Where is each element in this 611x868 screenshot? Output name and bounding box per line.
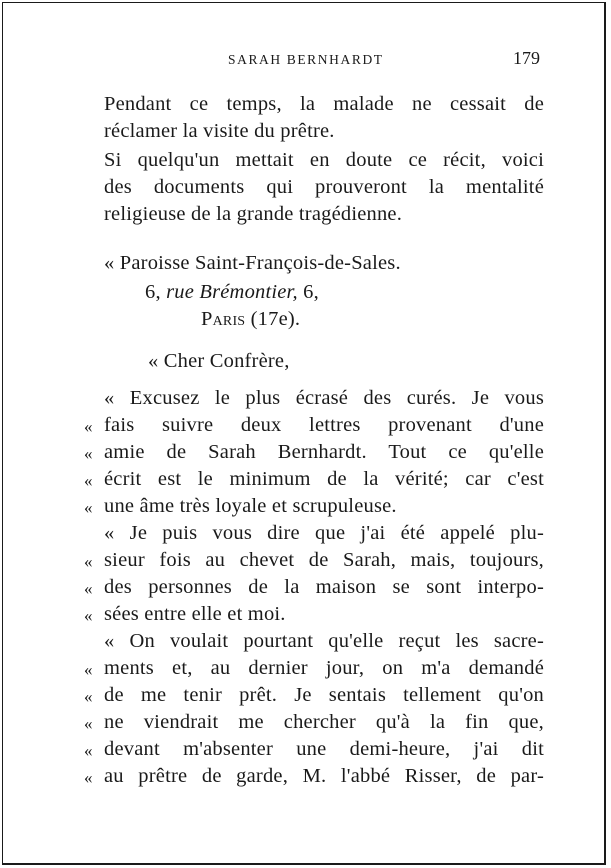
body-line: Si quelqu'un mettait en doute ce récit, voici	[104, 149, 544, 171]
quote-mark: «	[84, 498, 93, 517]
letter-parish: « Paroisse Saint-François-de-Sales.	[104, 252, 401, 274]
letter-line: « On voulait pourtant qu'elle reçut les sacre-	[104, 630, 544, 652]
quote-mark: «	[84, 552, 93, 571]
letter-city: Paris (17e).	[201, 308, 301, 330]
running-title: SARAH BERNHARDT	[228, 52, 384, 67]
quote-mark: «	[84, 417, 93, 436]
letter-line: amie de Sarah Bernhardt. Tout ce qu'elle	[104, 441, 544, 463]
letter-line: de me tenir prêt. Je sentais tellement qu'on	[104, 684, 544, 706]
letter-address: 6, rue Brémontier, 6,	[145, 281, 319, 303]
quote-mark: «	[84, 660, 93, 679]
quote-mark: «	[84, 444, 93, 463]
letter-line: sées entre elle et moi.	[104, 603, 286, 625]
letter-line: « Excusez le plus écrasé des curés. Je vous	[104, 387, 544, 409]
quote-mark: «	[84, 687, 93, 706]
page-number: 179	[513, 48, 540, 68]
letter-line: fais suivre deux lettres provenant d'une	[104, 414, 544, 436]
letter-line: au prêtre de garde, M. l'abbé Risser, de par-	[104, 765, 544, 787]
quote-mark: «	[84, 606, 93, 625]
letter-line: ments et, au dernier jour, on m'a demandé	[104, 657, 544, 679]
body-line: Pendant ce temps, la malade ne cessait de	[104, 93, 544, 115]
running-head	[0, 48, 611, 72]
quote-mark: «	[84, 768, 93, 787]
quote-mark: «	[84, 741, 93, 760]
letter-line: devant m'absenter une demi-heure, j'ai dit	[104, 738, 544, 760]
letter-line: « Je puis vous dire que j'ai été appelé plu-	[104, 522, 544, 544]
quote-mark: «	[84, 579, 93, 598]
letter-line: écrit est le minimum de la vérité; car c'est	[104, 468, 544, 490]
letter-line: des personnes de la maison se sont interpo-	[104, 576, 544, 598]
letter-line: ne viendrait me chercher qu'à la fin que,	[104, 711, 544, 733]
letter-line: une âme très loyale et scrupuleuse.	[104, 495, 397, 517]
letter-salutation: « Cher Confrère,	[148, 350, 290, 372]
letter-line: sieur fois au chevet de Sarah, mais, toujours,	[104, 549, 544, 571]
quote-mark: «	[84, 471, 93, 490]
quote-mark: «	[84, 714, 93, 733]
body-line: religieuse de la grande tragédienne.	[104, 203, 403, 225]
body-line: des documents qui prouveront la mentalité	[104, 176, 544, 198]
body-line: réclamer la visite du prêtre.	[104, 120, 335, 142]
